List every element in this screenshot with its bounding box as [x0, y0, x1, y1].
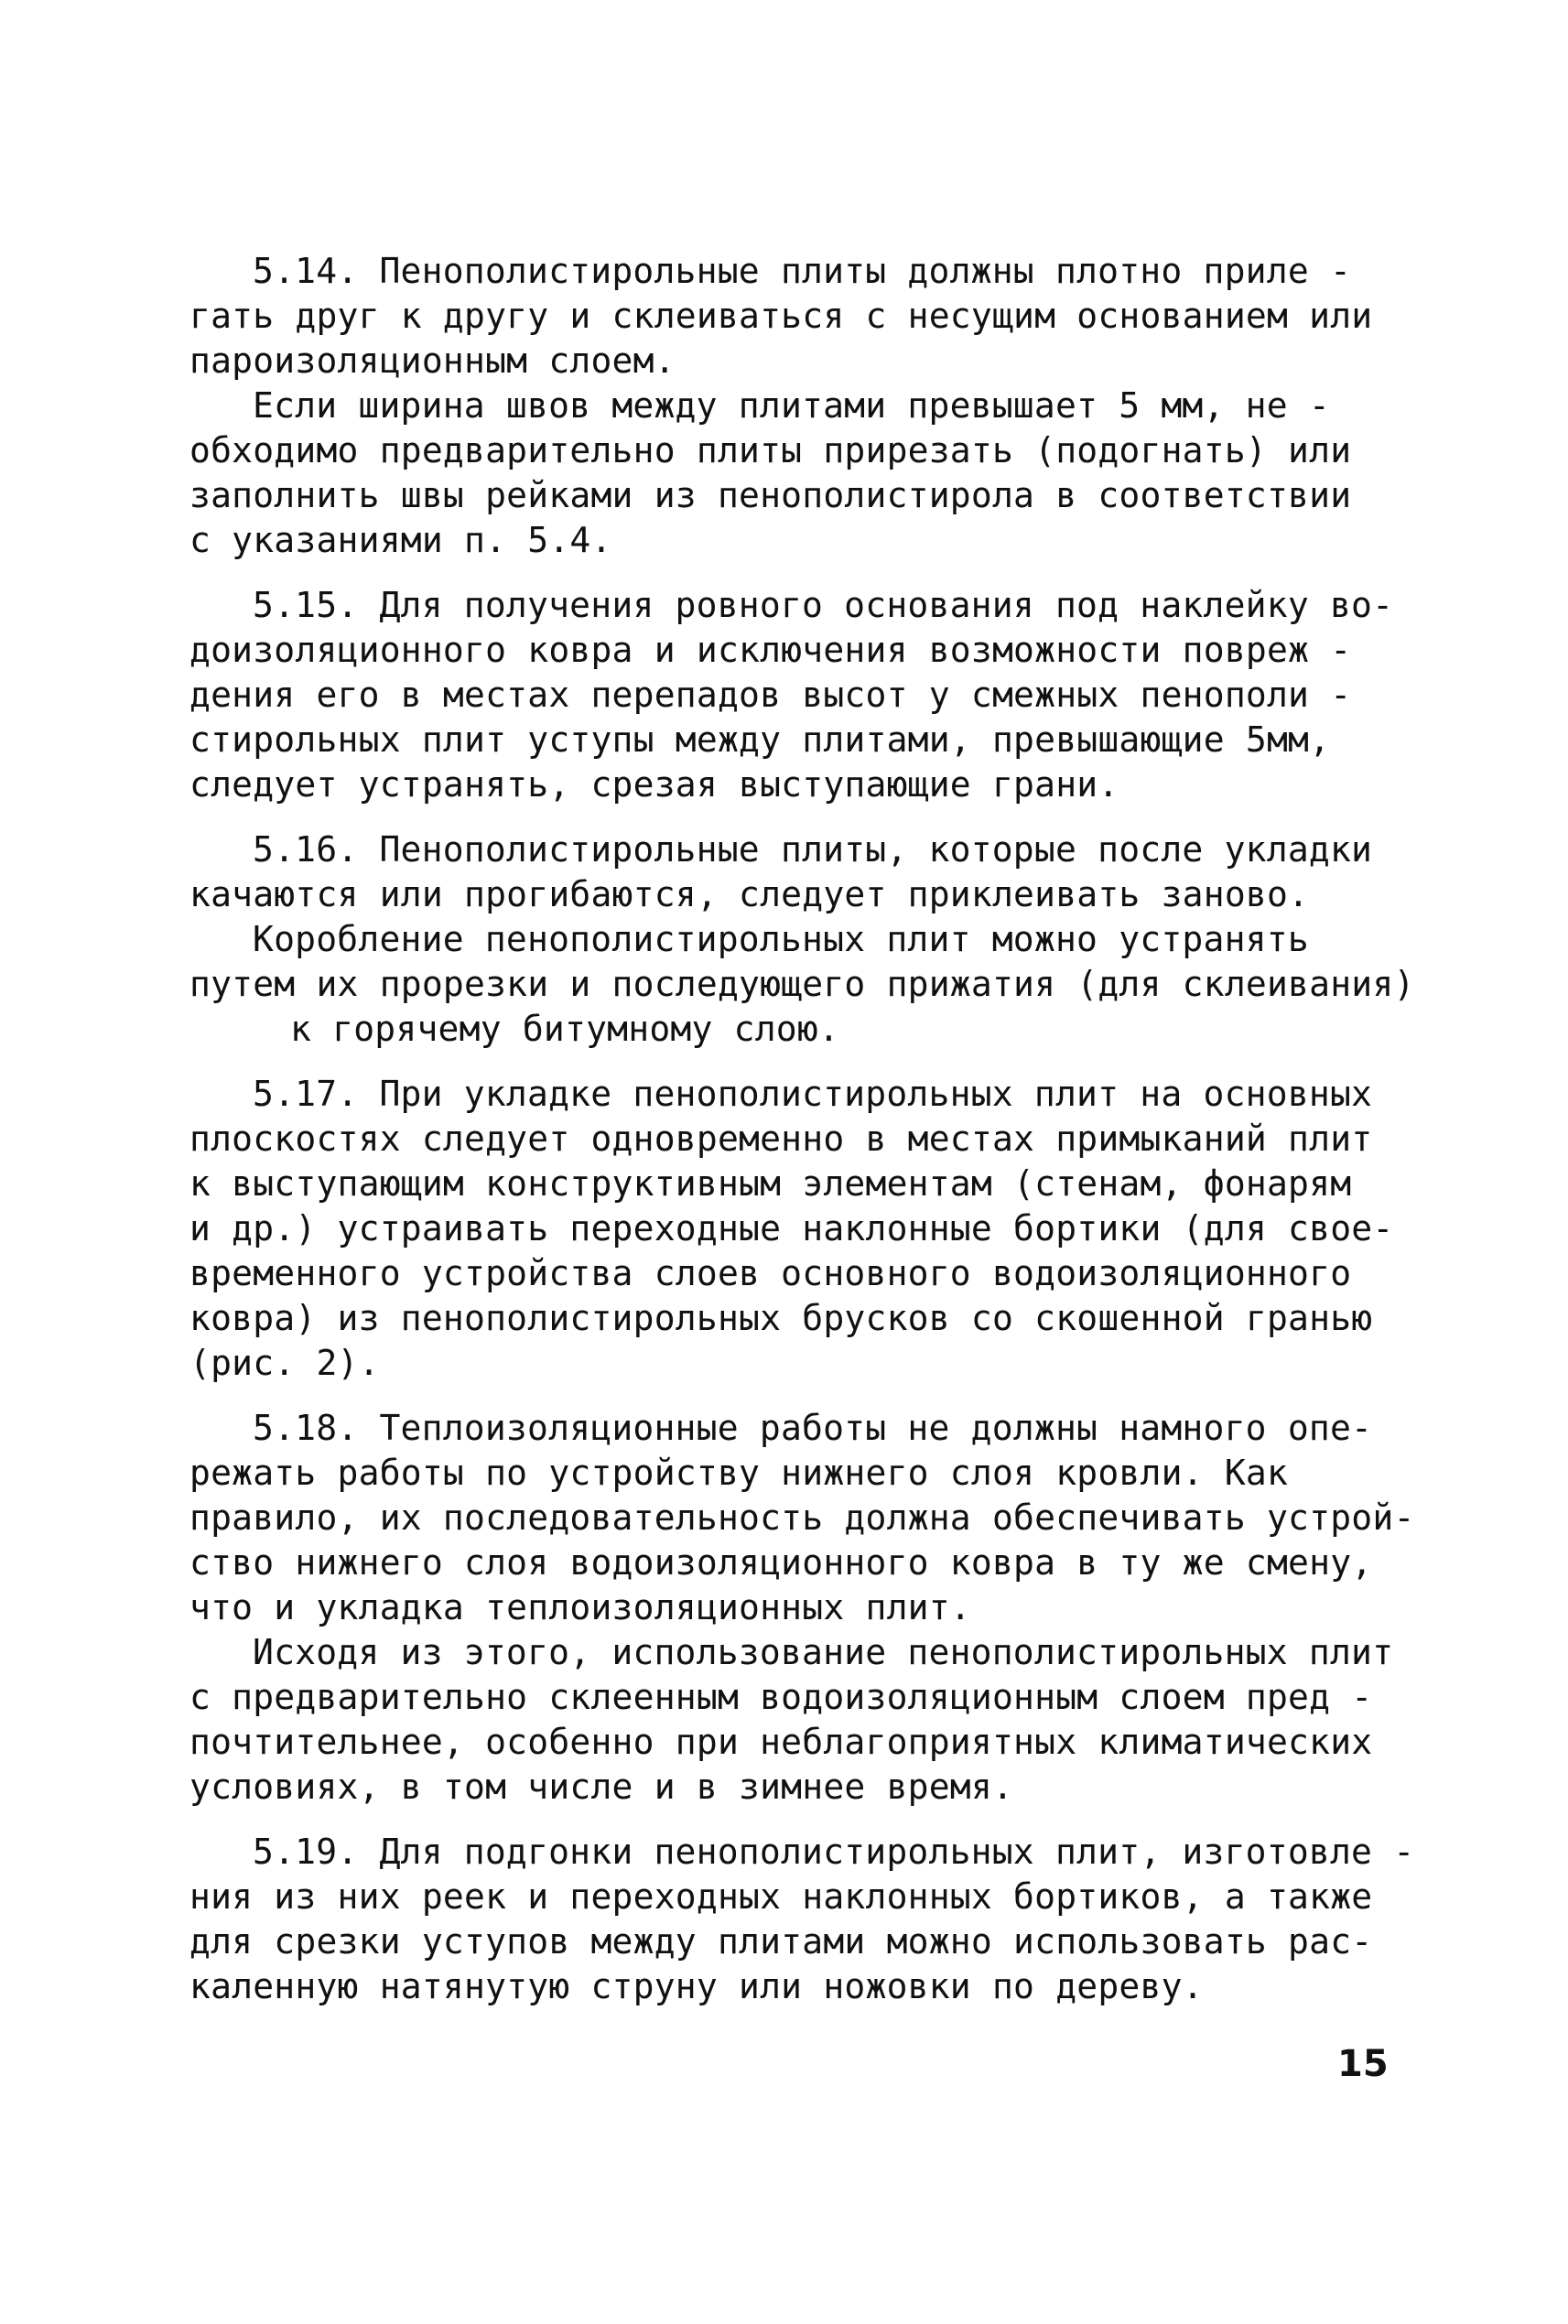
text-line: заполнить швы рейками из пенополистирола в соответствии — [189, 475, 1352, 515]
text-line: к выступающим конструктивным элементам (стенам, фонарям — [189, 1163, 1352, 1204]
text-line: 5.14. Пенополистирольные плиты должны плотно приле - — [253, 251, 1352, 291]
text-line: (рис. 2). — [189, 1343, 380, 1383]
text-line: путем их прорезки и последующего прижатия (для склеивания) — [189, 964, 1415, 1004]
text-line: следует устранять, срезая выступающие грани. — [189, 764, 1119, 805]
text-line: Коробление пенополистирольных плит можно устранять — [253, 919, 1309, 959]
page-number: 15 — [1337, 2043, 1389, 2085]
text-line: пароизоляционным слоем. — [189, 340, 676, 381]
paragraph-5-14 — [189, 249, 1416, 384]
paragraph-5-14-cont — [189, 384, 1416, 563]
paragraph-5-17 — [189, 1072, 1416, 1386]
text-line: почтительнее, особенно при неблагоприятных климатических — [189, 1722, 1373, 1762]
text-line: плоскостях следует одновременно в местах примыканий плит — [189, 1119, 1373, 1159]
body-text — [189, 249, 1416, 2009]
paragraph-gap — [189, 563, 1416, 583]
text-line: с предварительно склеенным водоизоляционным слоем пред - — [189, 1677, 1373, 1717]
text-line: Исходя из этого, использование пенополистирольных плит — [253, 1632, 1394, 1672]
text-line: режать работы по устройству нижнего слоя кровли. Как — [189, 1453, 1289, 1493]
text-line: 5.16. Пенополистирольные плиты, которые после укладки — [253, 829, 1373, 870]
text-line: для срезки уступов между плитами можно использовать рас- — [189, 1921, 1373, 1962]
text-line: правило, их последовательность должна обеспечивать устрой- — [189, 1497, 1415, 1538]
paragraph-gap — [189, 807, 1416, 827]
text-line: условиях, в том числе и в зимнее время. — [189, 1767, 1014, 1807]
paragraph-gap — [189, 1386, 1416, 1406]
paragraph-5-18 — [189, 1406, 1416, 1630]
text-line: 5.17. При укладке пенополистирольных плит на основных — [253, 1074, 1373, 1114]
paragraph-5-19 — [189, 1830, 1416, 2009]
text-line: дения его в местах перепадов высот у смежных пенополи - — [189, 675, 1352, 715]
paragraph-5-18-cont — [189, 1630, 1416, 1810]
paragraph-5-15 — [189, 583, 1416, 807]
text-line: каленную натянутую струну или ножовки по дереву. — [189, 1966, 1204, 2006]
text-line: качаются или прогибаются, следует приклеивать заново. — [189, 874, 1310, 914]
text-line: временного устройства слоев основного водоизоляционного — [189, 1253, 1352, 1293]
paragraph-gap — [189, 1810, 1416, 1830]
text-line: доизоляционного ковра и исключения возможности повреж - — [189, 630, 1352, 670]
paragraph-5-16 — [189, 827, 1416, 917]
text-line: и др.) устраивать переходные наклонные бортики (для свое- — [189, 1208, 1394, 1248]
text-line: гать друг к другу и склеиваться с несущим основанием или — [189, 296, 1373, 336]
text-line: обходимо предварительно плиты прирезать (подогнать) или — [189, 430, 1352, 470]
text-line: ковра) из пенополистирольных брусков со скошенной гранью — [189, 1298, 1373, 1338]
text-line: к горячему битумному слою. — [290, 1009, 840, 1049]
text-line: с указаниями п. 5.4. — [189, 520, 612, 560]
text-line: 5.18. Теплоизоляционные работы не должны намного опе- — [253, 1408, 1373, 1448]
text-line: стирольных плит уступы между плитами, превышающие 5мм, — [189, 719, 1331, 760]
text-line: Если ширина швов между плитами превышает 5 мм, не - — [253, 385, 1330, 426]
text-line: ство нижнего слоя водоизоляционного ковра в ту же смену, — [189, 1542, 1373, 1583]
text-line: ния из них реек и переходных наклонных бортиков, а также — [189, 1876, 1373, 1917]
text-line: 5.15. Для получения ровного основания под наклейку во- — [253, 585, 1394, 625]
text-line: 5.19. Для подгонки пенополистирольных плит, изготовле - — [253, 1832, 1415, 1872]
paragraph-gap — [189, 1052, 1416, 1072]
paragraph-5-16-cont — [189, 917, 1416, 1052]
text-line: что и укладка теплоизоляционных плит. — [189, 1587, 971, 1627]
